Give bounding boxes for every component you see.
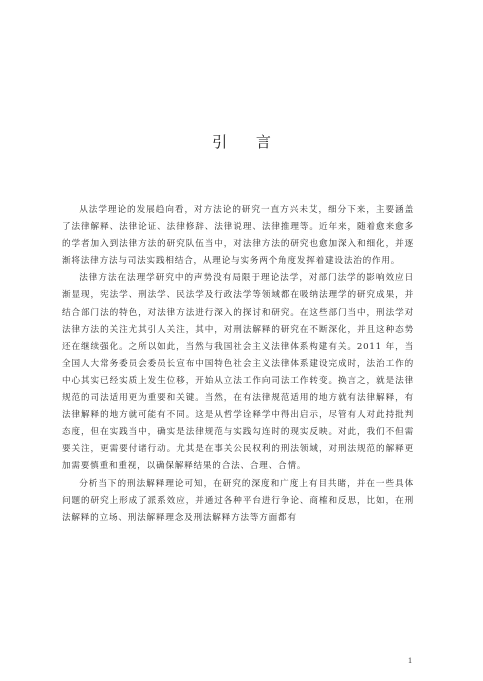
paragraph-3: 分析当下的刑法解释理论可知，在研究的深度和广度上有目共睹，并在一些具体问题的研究上形成了派系效应，并通过各种平台进行争论、商榷和反思，比如，在刑法解释的立场、刑法解释理念及刑法解释方法等方面都有 [62,478,414,523]
paragraph-1: 从法学理论的发展趋向看，对方法论的研究一直方兴未艾，细分下来，主要涵盖了法律解释、法律论证、法律修辞、法律说理、法律推理等。近年来，随着愈来愈多的学者加入到法律方法的研究队伍当中，对法律方法的研究也愈加深入和细化，并逐渐将法律方法与司法实践相结合，从理论与实务两个角度发挥着建设法治的作用。 [62,205,414,267]
page-number: 1 [408,656,412,665]
paragraph-2: 法律方法在法理学研究中的声势没有局限于理论法学，对部门法学的影响效应日渐显现，宪法学、刑法学、民法学及行政法学等领域都在吸纳法理学的研究成果，并结合部门法的特色，对法律方法进行深入的探讨和研究。在这些部门当中，刑法学对法律方法的关注尤其引人关注，其中，对刑法解释的研究在不断深化，并且这种态势还在继续强化。之所以如此，当然与我国社会主义法律体系构建有关。2011 年，当全国人大常务委员会委员长宣布中国特色社会主义法律体系建设完成时，法治工作的中心其实已经实质上发生位移，开始从立法工作向司法工作转变。换言之，就是法律规范的司法适用更为重要和关键。当然，在有法律规范适用的地方就有法律解释，有法律解释的地方就可能有不同。这是从哲学诠释学中得出启示，尽管有人对此持批判态度，但在实践当中，确实是法律规范与实践勾连时的现实反映。对此，我们不但需要关注，更需要付诸行动。尤其是在事关公民权利的刑法领域，对刑法规范的解释更加需要慎重和重视，以确保解释结果的合法、合理、合情。 [62,273,414,472]
chapter-title: 引 言 [212,133,283,151]
body-text [62,202,414,527]
